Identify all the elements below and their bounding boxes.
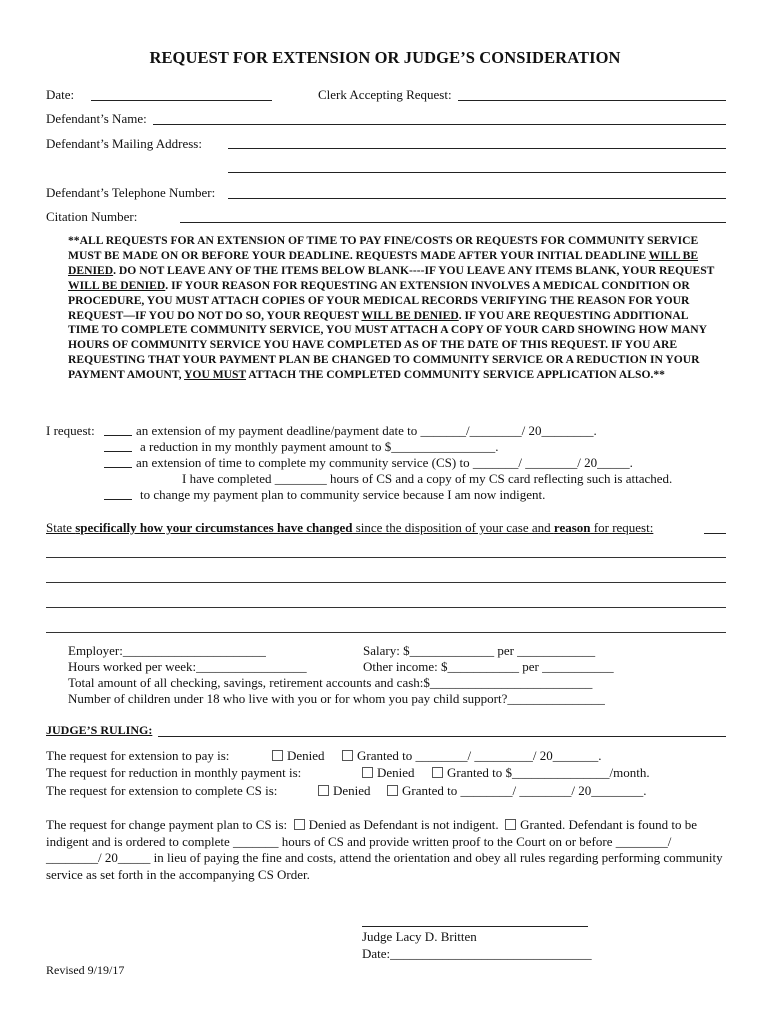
- ruling-heading: JUDGE’S RULING:: [46, 723, 153, 737]
- circumstances-line-1[interactable]: [46, 557, 726, 558]
- salary-field[interactable]: Salary: $_____________ per ____________: [363, 643, 596, 658]
- mailing-address-label: Defendant’s Mailing Address:: [46, 136, 202, 151]
- request-option-2-blank[interactable]: [104, 451, 132, 452]
- circumstances-line-3[interactable]: [46, 607, 726, 608]
- ruling-2-granted[interactable]: Granted to $_______________/month.: [432, 765, 650, 781]
- accounts-field[interactable]: Total amount of all checking, savings, retirement accounts and cash:$_________________________: [68, 675, 593, 690]
- request-lead: I request:: [46, 423, 95, 438]
- request-option-2: a reduction in my monthly payment amount to $________________.: [140, 439, 499, 454]
- clerk-field[interactable]: [458, 100, 726, 101]
- date-label: Date:: [46, 87, 75, 102]
- other-income-field[interactable]: Other income: $___________ per ___________: [363, 659, 614, 674]
- request-option-4: to change my payment plan to community service because I am now indigent.: [140, 487, 546, 502]
- request-option-3-blank[interactable]: [104, 467, 132, 468]
- ruling-3-denied[interactable]: Denied: [318, 783, 371, 799]
- ruling-3-granted[interactable]: Granted to ________/ ________/ 20________.: [387, 783, 646, 799]
- checkbox-icon[interactable]: [387, 785, 398, 796]
- telephone-field[interactable]: [228, 198, 726, 199]
- checkbox-icon[interactable]: [318, 785, 329, 796]
- defendant-name-field[interactable]: [153, 124, 726, 125]
- request-option-4-blank[interactable]: [104, 499, 132, 500]
- employer-field[interactable]: Employer:______________________: [68, 643, 266, 658]
- notice-paragraph: **ALL REQUESTS FOR AN EXTENSION OF TIME TO PAY FINE/COSTS OR REQUESTS FOR COMMUNITY SERVICE MUST BE MADE ON OR BEFORE YOUR DEADLINE. REQUESTS MADE AFTER YOUR INITIAL DEADLINE WILL BE DENIED. DO NOT LEAVE ANY OF THE ITEMS BELOW BLANK----IF YOU LEAVE ANY ITEMS BLANK, YOUR REQUEST WILL BE DENIED. IF YOUR REASON FOR REQUESTING AN EXTENSION INVOLVES A MEDICAL CONDITION OR PROCEDURE, YOU MUST ATTACH COPIES OF YOUR MEDICAL RECORDS VERIFYING THE REASON FOR YOUR REQUEST—IF YOU DO NOT DO SO, YOUR REQUEST WILL BE DENIED. IF YOU ARE REQUESTING ADDITIONAL TIME TO COMPLETE COMMUNITY SERVICE, YOU MUST ATTACH A COPY OF YOUR CARD SHOWING HOW MANY HOURS OF COMMUNITY SERVICE YOU HAVE COMPLETED AS OF THE DATE OF THIS REQUEST. IF YOU ARE REQUESTING THAT YOUR PAYMENT PLAN BE CHANGED TO COMMUNITY SERVICE OR A REDUCTION IN YOUR PAYMENT AMOUNT, YOU MUST ATTACH THE COMPLETED COMMUNITY SERVICE APPLICATION ALSO.**: [68, 234, 715, 382]
- clerk-label: Clerk Accepting Request:: [318, 87, 452, 102]
- circumstances-prompt-tail: [704, 533, 726, 534]
- request-option-3: an extension of time to complete my community service (CS) to _______/ ________/ 20_____.: [136, 455, 633, 470]
- ruling-2-denied[interactable]: Denied: [362, 765, 415, 781]
- ruling-2-label: The request for reduction in monthly payment is:: [46, 765, 302, 780]
- ruling-1-denied[interactable]: Denied: [272, 748, 325, 764]
- children-field[interactable]: Number of children under 18 who live with you or for whom you pay child support?_______________: [68, 691, 605, 706]
- mailing-address-field-2[interactable]: [228, 172, 726, 173]
- page-title: REQUEST FOR EXTENSION OR JUDGE’S CONSIDERATION: [149, 48, 621, 67]
- circumstances-line-2[interactable]: [46, 582, 726, 583]
- checkbox-icon[interactable]: [272, 750, 283, 761]
- checkbox-icon[interactable]: [294, 819, 305, 830]
- circumstances-line-4[interactable]: [46, 632, 726, 633]
- signature-date-field[interactable]: Date:_______________________________: [362, 946, 592, 961]
- judge-name: Judge Lacy D. Britten: [362, 929, 477, 944]
- request-option-1-blank[interactable]: [104, 435, 132, 436]
- mailing-address-field-1[interactable]: [228, 148, 726, 149]
- request-option-3-detail: I have completed ________ hours of CS and a copy of my CS card reflecting such is attached.: [182, 471, 673, 486]
- telephone-label: Defendant’s Telephone Number:: [46, 185, 216, 200]
- checkbox-icon[interactable]: [342, 750, 353, 761]
- checkbox-icon[interactable]: [432, 767, 443, 778]
- ruling-1-granted[interactable]: Granted to ________/ _________/ 20_______.: [342, 748, 601, 764]
- citation-field[interactable]: [180, 222, 726, 223]
- checkbox-icon[interactable]: [505, 819, 516, 830]
- request-option-1: an extension of my payment deadline/payment date to _______/________/ 20________.: [136, 423, 597, 438]
- citation-label: Citation Number:: [46, 209, 138, 224]
- ruling-4: The request for change payment plan to CS is: Denied as Defendant is not indigent. Granted. Defendant is found to be indigent and is ordered to complete _______ hours of CS and provide written proof to the Court on or before ________/ ________/ 20_____ in lieu of paying the fine and costs, attend the orientation and obey all rules regarding performing community service as set forth in the accompanying CS Order.: [46, 817, 723, 882]
- ruling-3-label: The request for extension to complete CS is:: [46, 783, 278, 798]
- circumstances-prompt: State specifically how your circumstances have changed since the disposition of your case and reason for request:: [46, 520, 654, 535]
- checkbox-icon[interactable]: [362, 767, 373, 778]
- signature-line[interactable]: [362, 926, 588, 927]
- revised-date: Revised 9/19/17: [46, 963, 125, 977]
- ruling-1-label: The request for extension to pay is:: [46, 748, 230, 763]
- defendant-name-label: Defendant’s Name:: [46, 111, 147, 126]
- hours-field[interactable]: Hours worked per week:_________________: [68, 659, 307, 674]
- ruling-heading-rule: [158, 736, 726, 737]
- date-field[interactable]: [91, 100, 272, 101]
